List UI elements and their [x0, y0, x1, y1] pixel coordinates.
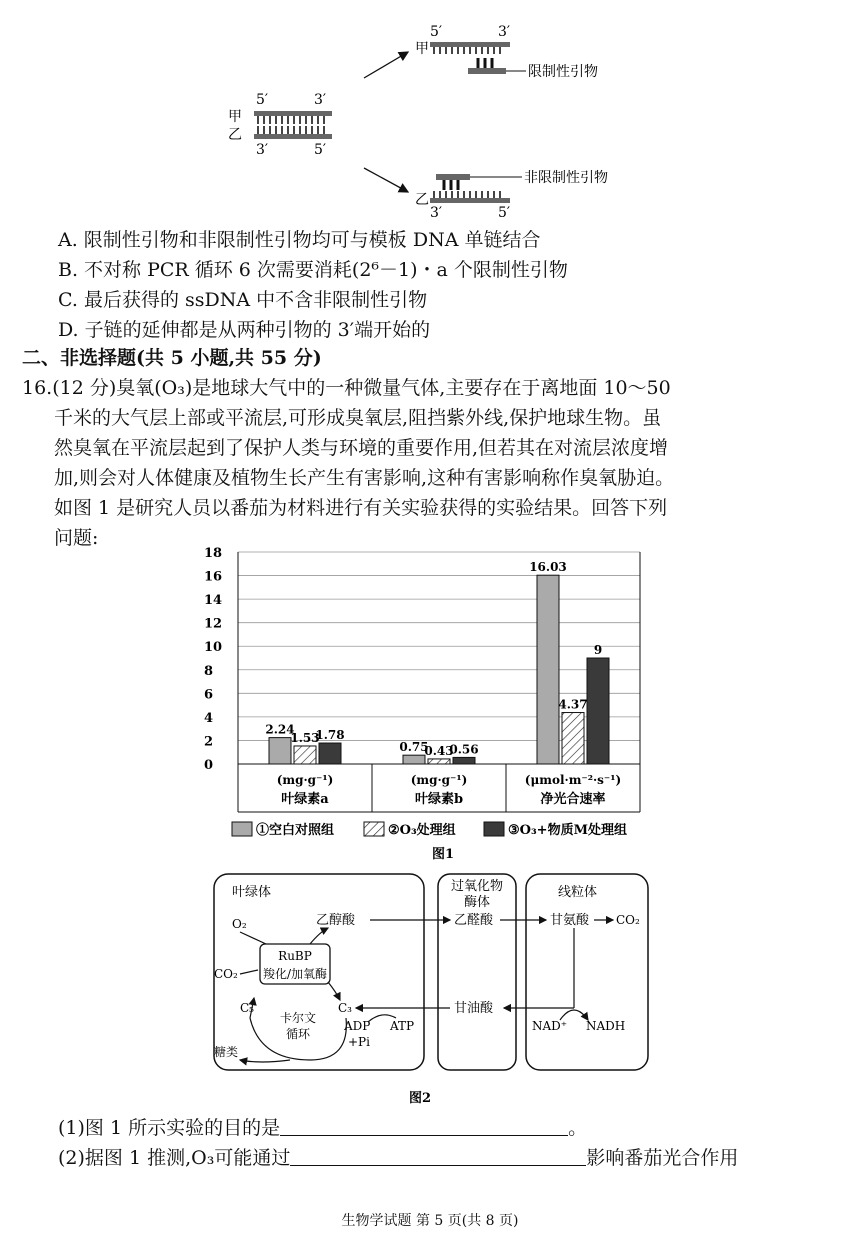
sugar-label: 糖类: [214, 1045, 239, 1059]
glycerate-label: 甘油酸: [454, 1001, 494, 1016]
data-label: 1.53: [290, 730, 320, 745]
answer-blank-2[interactable]: [290, 1145, 586, 1166]
glyoxylate-label: 乙醛酸: [454, 913, 494, 928]
legend-label: ③O₃+物质M处理组: [508, 823, 627, 838]
sub1-prefix: (1)图 1 所示实验的目的是: [58, 1117, 281, 1139]
data-label: 1.78: [315, 728, 345, 743]
sub-question-2: [58, 1144, 738, 1172]
legend-swatch: [484, 822, 504, 836]
figure-2-diagram: [210, 870, 650, 1110]
mitochondrion-label: 线粒体: [558, 885, 598, 900]
answer-blank-1[interactable]: [280, 1115, 568, 1136]
data-label: 0.75: [399, 740, 429, 755]
top-strand-jia: [430, 42, 510, 47]
restrictive-primer-label: 限制性引物: [528, 64, 598, 80]
enzyme-label: 羧化/加氧酶: [262, 967, 328, 981]
rubp-label: RuBP: [278, 949, 312, 963]
page-footer: 生物学试题 第 5 页(共 8 页): [341, 1213, 519, 1229]
legend-label: ②O₃处理组: [388, 823, 456, 838]
bar: [587, 658, 609, 764]
y-tick-label: 4: [204, 710, 214, 726]
figure-1-title: 图1: [431, 847, 455, 862]
y-tick-label: 14: [204, 593, 223, 609]
sugar-arrow: [240, 1060, 290, 1062]
adp-label: ADP: [344, 1019, 371, 1033]
bar: [319, 743, 341, 764]
strand-label-3-left: 3′: [314, 92, 327, 108]
q16-line-3: 然臭氧在平流层起到了保护人类与环境的重要作用,但若其在对流层浓度增: [54, 437, 669, 459]
strand-jia-label: 甲: [228, 109, 242, 125]
bar: [562, 713, 584, 764]
y-tick-label: 10: [204, 640, 223, 656]
nonrestrictive-primer: [436, 174, 470, 180]
bottom-5-label: 5′: [498, 205, 511, 220]
strand-label-5-left: 5′: [256, 92, 269, 108]
data-label: 0.56: [449, 742, 479, 757]
sub1-suffix: 。: [568, 1117, 588, 1139]
option-c: C. 最后获得的 ssDNA 中不含非限制性引物: [58, 289, 428, 311]
o2-label: O₂: [232, 917, 247, 931]
sub2-prefix: (2)据图 1 推测,O₃可能通过: [58, 1147, 291, 1169]
strand-yi-label: 乙: [228, 127, 242, 143]
section-title: 二、非选择题(共 5 小题,共 55 分): [22, 347, 322, 369]
top-jia-label: 甲: [415, 41, 429, 57]
bottom-yi-label: 乙: [415, 192, 429, 208]
calvin-label-2: 循环: [286, 1027, 311, 1041]
o2-arrow: [240, 932, 266, 944]
atp-label: ATP: [390, 1019, 415, 1033]
peroxisome-label-1: 过氧化物: [450, 879, 504, 894]
data-label: 16.03: [529, 560, 567, 575]
data-label: 2.24: [265, 722, 295, 737]
nad-label: NAD⁺: [532, 1019, 568, 1033]
figure-2-title: 图2: [408, 1091, 432, 1106]
bar: [537, 575, 559, 764]
top-3-label: 3′: [498, 24, 511, 40]
bar: [428, 759, 450, 764]
base-pairs: [258, 116, 324, 134]
nadh-label: NADH: [586, 1019, 626, 1033]
pi-label: +Pi: [348, 1035, 370, 1049]
co2-out-label: CO₂: [616, 913, 640, 927]
calvin-label-1: 卡尔文: [280, 1011, 317, 1025]
glycolate-label: 乙醇酸: [316, 913, 356, 928]
x-category-label: 叶绿素a: [281, 792, 329, 807]
data-label: 4.37: [558, 697, 588, 712]
y-tick-label: 12: [204, 616, 223, 632]
x-category-label: 净光合速率: [540, 792, 606, 807]
strand-yi: [254, 134, 332, 139]
y-tick-label: 2: [204, 734, 214, 750]
co2-arrow: [240, 970, 258, 974]
glycolate-arrow: [310, 928, 328, 944]
legend-label: ①空白对照组: [256, 823, 335, 838]
co2-in-label: CO₂: [214, 967, 238, 981]
arrow-down: [364, 168, 408, 192]
strand-jia: [254, 111, 332, 116]
q16-line-4: 加,则会对人体健康及植物生长产生有害影响,这种有害影响称作臭氧胁迫。: [54, 467, 675, 489]
option-d: D. 子链的延伸都是从两种引物的 3′端开始的: [58, 319, 431, 341]
q16-line-5: 如图 1 是研究人员以番茄为材料进行有关实验获得的实验结果。回答下列: [54, 497, 668, 519]
strand-label-3-bottom: 3′: [256, 142, 269, 158]
y-tick-label: 18: [204, 546, 223, 561]
x-category-unit: (mg·g⁻¹): [276, 773, 334, 787]
y-tick-label: 16: [204, 569, 223, 585]
nonrestrictive-primer-label: 非限制性引物: [524, 170, 608, 186]
peroxisome-label-2: 酶体: [463, 895, 491, 910]
top-5-label: 5′: [430, 24, 443, 40]
x-category-unit: (μmol·m⁻²·s⁻¹): [524, 773, 622, 787]
q16-line-2: 千米的大气层上部或平流层,可形成臭氧层,阻挡紫外线,保护地球生物。虽: [54, 407, 662, 429]
bar: [294, 746, 316, 764]
bottom-3-label: 3′: [430, 205, 443, 220]
pcr-figure: [222, 20, 642, 220]
c5-label: C₅: [240, 1001, 254, 1015]
bar: [403, 755, 425, 764]
x-category-label: 叶绿素b: [414, 792, 464, 807]
bottom-strand-yi: [430, 198, 510, 203]
sub2-suffix: 影响番茄光合作用: [586, 1147, 739, 1169]
y-tick-label: 6: [204, 687, 214, 703]
option-b: B. 不对称 PCR 循环 6 次需要消耗(2⁶－1)・a 个限制性引物: [58, 259, 568, 281]
restrictive-primer: [468, 68, 506, 74]
x-category-unit: (mg·g⁻¹): [410, 773, 468, 787]
q16-line-6: 问题:: [54, 527, 99, 549]
c3-label: C₃: [338, 1001, 352, 1015]
bar: [453, 757, 475, 764]
glycine-label: 甘氨酸: [550, 913, 590, 928]
strand-label-5-bottom: 5′: [314, 142, 327, 158]
legend-swatch: [364, 822, 384, 836]
mitochondrion-box: [526, 874, 648, 1070]
option-a: A. 限制性引物和非限制性引物均可与模板 DNA 单链结合: [58, 229, 541, 251]
q16-line-1: 16.(12 分)臭氧(O₃)是地球大气中的一种微量气体,主要存在于离地面 10～50: [22, 377, 671, 399]
chloroplast-label: 叶绿体: [232, 885, 272, 900]
y-tick-label: 8: [204, 663, 214, 679]
data-label: 0.43: [424, 743, 454, 758]
figure-1-chart: [200, 542, 650, 862]
sub-question-1: [58, 1114, 587, 1142]
bar: [269, 738, 291, 764]
data-label: 9: [593, 643, 603, 657]
arrow-up: [364, 52, 408, 78]
y-tick-label: 0: [204, 758, 214, 773]
legend-swatch: [232, 822, 252, 836]
c3-arrow: [328, 982, 340, 1000]
